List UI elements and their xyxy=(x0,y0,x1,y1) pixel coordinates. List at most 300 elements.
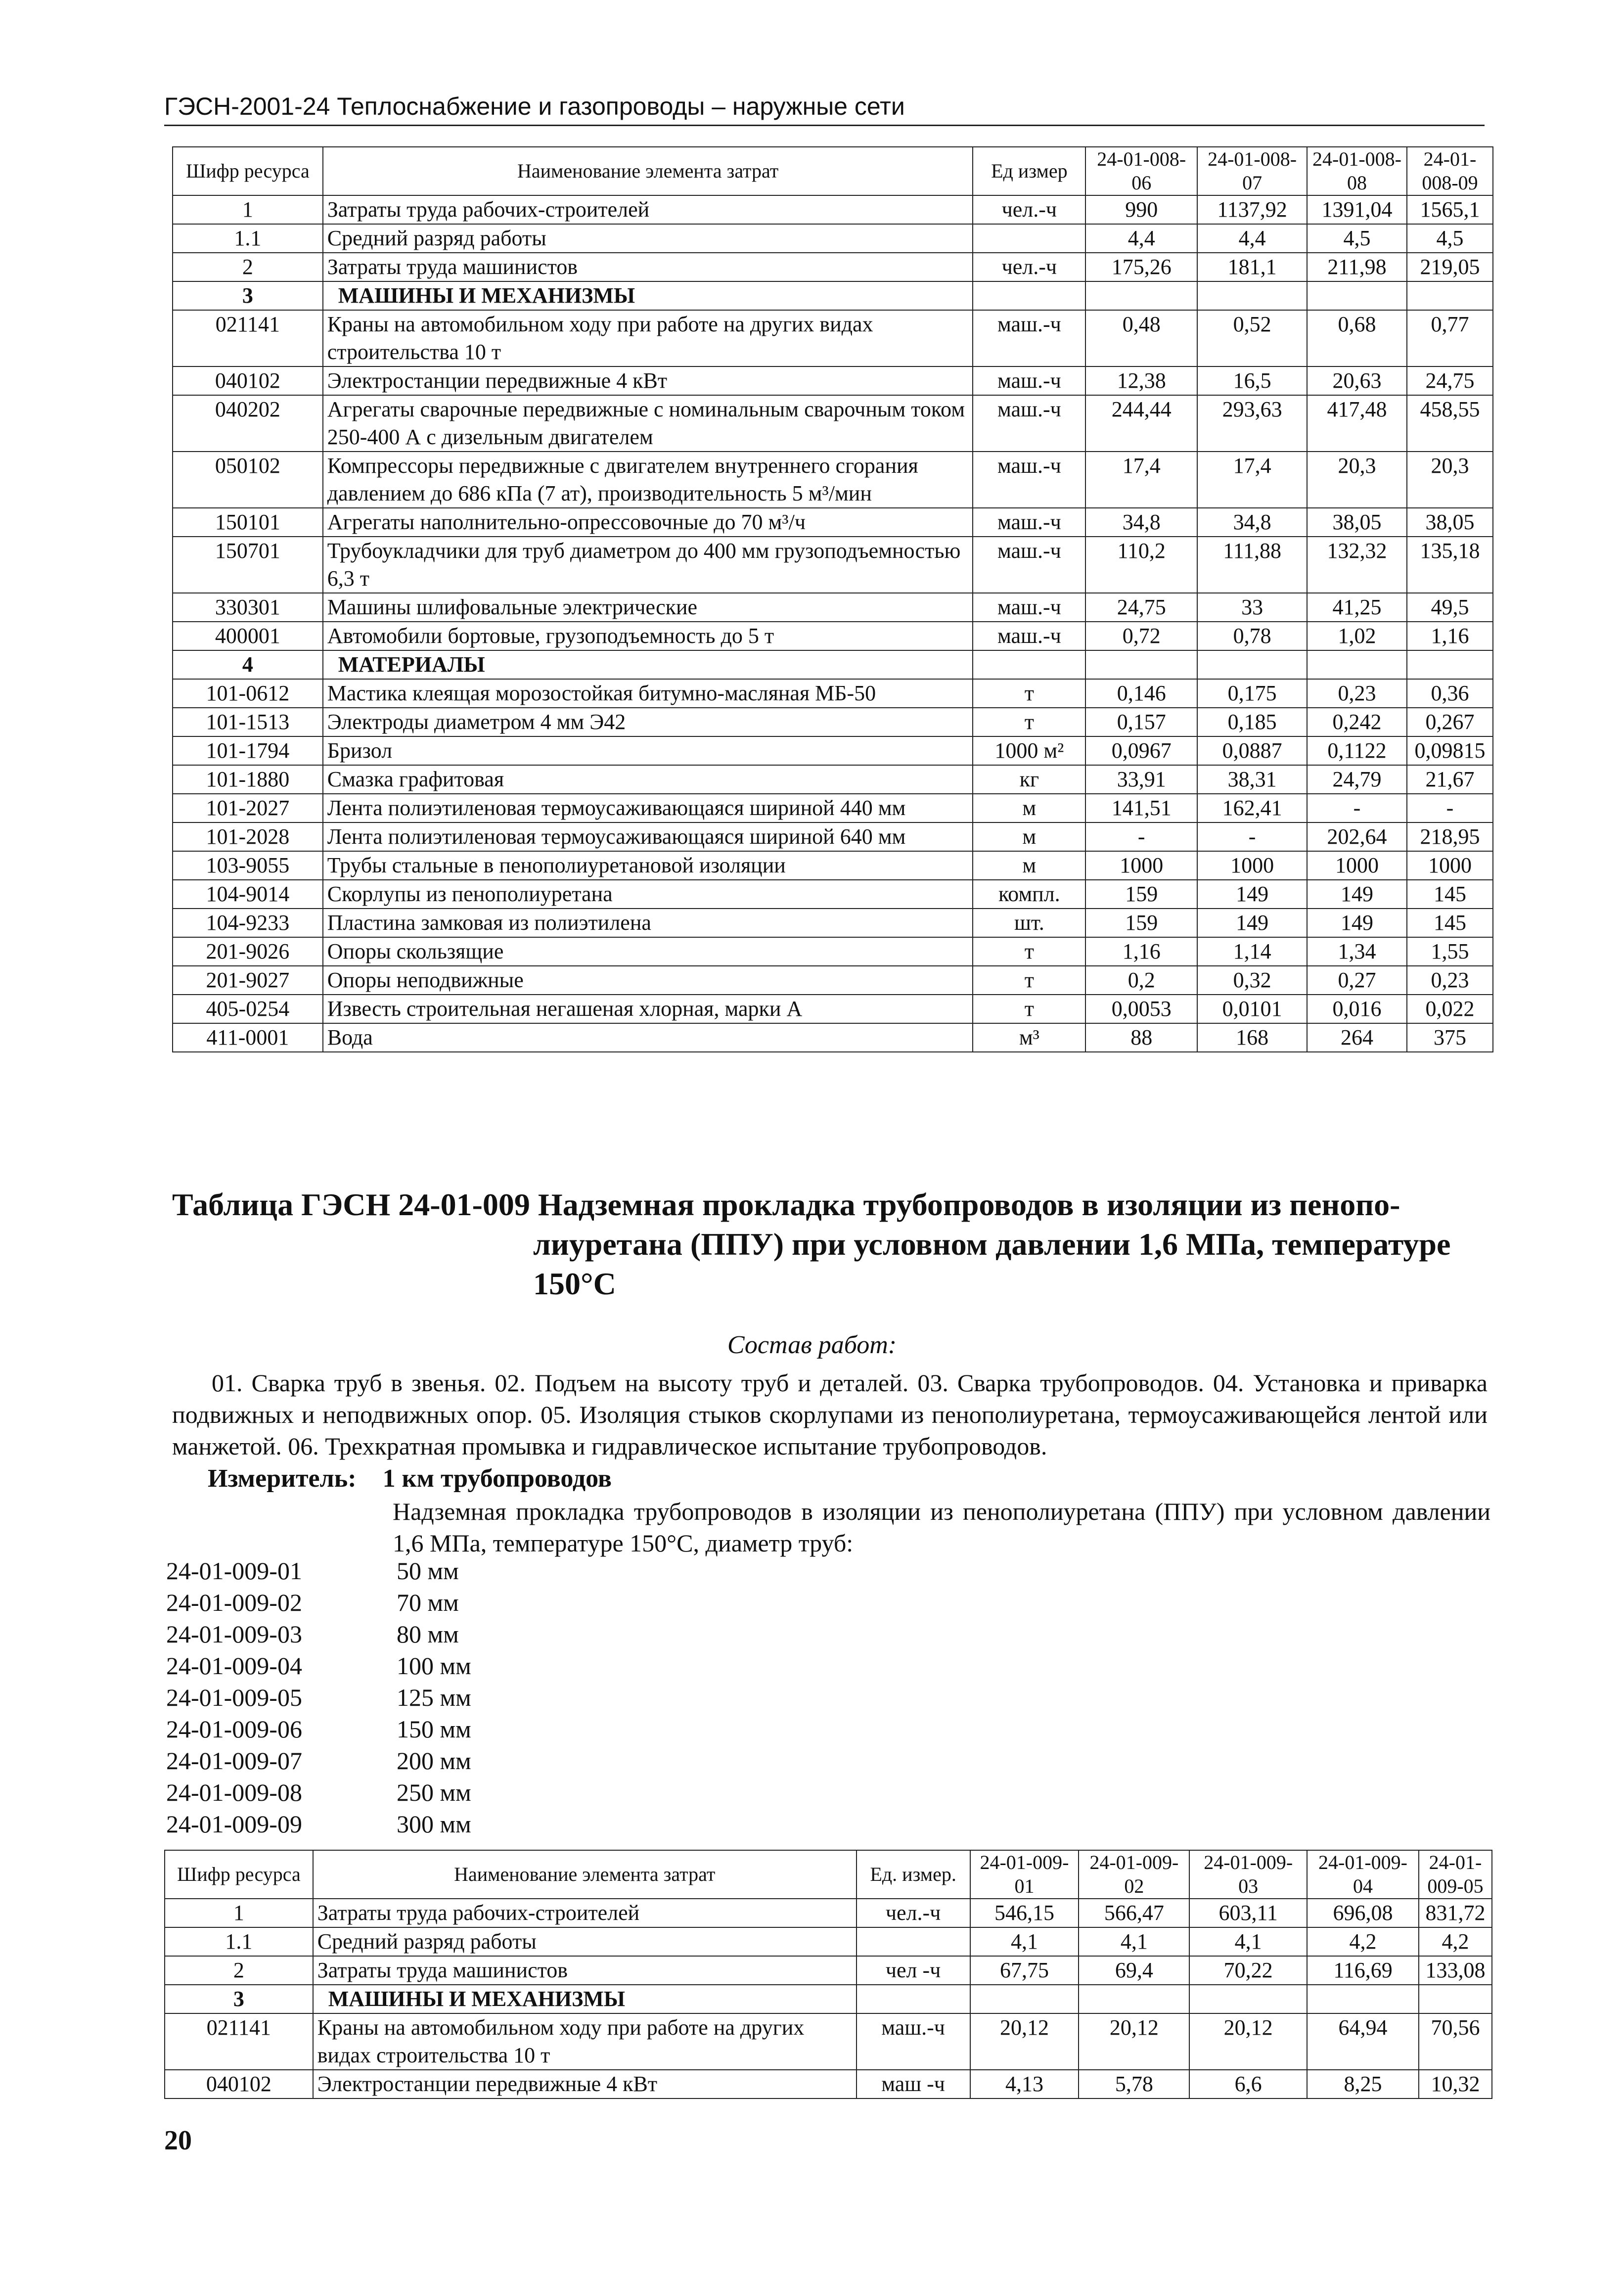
norm-value: 0,0967 xyxy=(1085,736,1197,765)
cost-element-name: Агрегаты наполнительно-опрессовочные до 70 м³/ч xyxy=(323,508,973,537)
norm-value: 64,94 xyxy=(1307,2013,1419,2070)
norm-value: 219,05 xyxy=(1407,253,1493,281)
norm-value: 264 xyxy=(1307,1023,1407,1052)
unit-of-measure: т xyxy=(973,966,1085,995)
cost-element-name: МАШИНЫ И МЕХАНИЗМЫ xyxy=(313,1985,857,2013)
diameter-list xyxy=(166,1555,471,1840)
diameter-item xyxy=(166,1587,471,1618)
table-row xyxy=(165,1899,1492,1927)
resource-code: 101-1794 xyxy=(173,736,323,765)
cost-element-name: Лента полиэтиленовая термоусаживающаяся шириной 640 мм xyxy=(323,822,973,851)
norm-value: 110,2 xyxy=(1085,537,1197,593)
resource-code: 101-2028 xyxy=(173,822,323,851)
norm-value: 696,08 xyxy=(1307,1899,1419,1927)
norm-value: 149 xyxy=(1307,909,1407,937)
norm-code: 24-01-009-06 xyxy=(166,1715,302,1743)
resource-code: 150701 xyxy=(173,537,323,593)
norm-value: 24,79 xyxy=(1307,765,1407,794)
norm-value: 4,1 xyxy=(970,1927,1079,1956)
cost-element-name: Средний разряд работы xyxy=(313,1927,857,1956)
norm-value xyxy=(1307,1985,1419,2013)
norm-value xyxy=(1419,1985,1492,2013)
norm-value: 0,0053 xyxy=(1085,995,1197,1023)
unit-of-measure: т xyxy=(973,937,1085,966)
resource-code: 1.1 xyxy=(173,224,323,253)
norm-value: 0,23 xyxy=(1407,966,1493,995)
unit-of-measure: маш.-ч xyxy=(973,452,1085,508)
norm-value: 4,2 xyxy=(1307,1927,1419,1956)
norm-value: 149 xyxy=(1197,909,1307,937)
table-row xyxy=(173,736,1493,765)
cost-element-name: Опоры неподвижные xyxy=(323,966,973,995)
cost-element-name: Краны на автомобильном ходу при работе на других видах строительства 10 т xyxy=(313,2013,857,2070)
description-text: Надземная прокладка трубопроводов в изоляции из пенополиуретана (ППУ) при условном давлении 1,6 МПа, температуре 150°С, диаметр труб: xyxy=(393,1498,1490,1557)
cost-element-name: Автомобили бортовые, грузоподъемность до 5 т xyxy=(323,622,973,650)
norm-value: 20,12 xyxy=(1079,2013,1189,2070)
resource-code: 201-9027 xyxy=(173,966,323,995)
unit-of-measure: маш.-ч xyxy=(857,2013,970,2070)
norm-code: 24-01-009-02 xyxy=(166,1589,302,1616)
norm-value: 141,51 xyxy=(1085,794,1197,822)
norm-value: 0,32 xyxy=(1197,966,1307,995)
cost-element-name: Мастика клеящая морозостойкая битумно-масляная МБ-50 xyxy=(323,679,973,708)
unit-of-measure: т xyxy=(973,679,1085,708)
resource-code: 040102 xyxy=(173,366,323,395)
norm-value xyxy=(1197,281,1307,310)
column-header: Наименование элемента затрат xyxy=(323,147,973,195)
cost-element-name: Трубы стальные в пенополиуретановой изоляции xyxy=(323,851,973,880)
table-row xyxy=(173,508,1493,537)
norm-value: 417,48 xyxy=(1307,395,1407,452)
norm-value: 4,5 xyxy=(1407,224,1493,253)
norm-value: 1,02 xyxy=(1307,622,1407,650)
norm-value xyxy=(1079,1985,1189,2013)
column-header: 24-01-009-05 xyxy=(1419,1850,1492,1899)
pipe-diameter: 150 мм xyxy=(397,1715,471,1743)
column-header: 24-01-008-07 xyxy=(1197,147,1307,195)
column-header: 24-01-009-04 xyxy=(1307,1850,1419,1899)
cost-element-name: Затраты труда машинистов xyxy=(323,253,973,281)
pipe-diameter: 70 мм xyxy=(397,1589,459,1616)
norm-value: 20,12 xyxy=(970,2013,1079,2070)
resource-code: 405-0254 xyxy=(173,995,323,1023)
norm-value: 12,38 xyxy=(1085,366,1197,395)
resource-code: 101-1513 xyxy=(173,708,323,736)
norm-value: 38,05 xyxy=(1407,508,1493,537)
work-scope-text: 01. Сварка труб в звенья. 02. Подъем на высоту труб и деталей. 03. Сварка трубопроводов. 04. Установка и приварка подвижных и неподвижных опор. 05. Изоляция стыков скорлупами из пенополиуретана, термоусаживающейся лентой или манжетой. 06. Трехкратная промывка и гидравлическое испытание трубопроводов. xyxy=(172,1369,1488,1460)
table-row xyxy=(173,708,1493,736)
unit-of-measure: кг xyxy=(973,765,1085,794)
section-title-rest: лиуретана (ППУ) при условном давлении 1,6 МПа, температуре 150°С xyxy=(533,1227,1451,1301)
column-header: Наименование элемента затрат xyxy=(313,1850,857,1899)
diameter-item xyxy=(166,1808,471,1840)
table-row xyxy=(173,679,1493,708)
norm-value: 4,2 xyxy=(1419,1927,1492,1956)
norm-value: 0,146 xyxy=(1085,679,1197,708)
unit-of-measure xyxy=(973,281,1085,310)
column-header: 24-01-009-01 xyxy=(970,1850,1079,1899)
table-row xyxy=(173,909,1493,937)
norm-value: 145 xyxy=(1407,909,1493,937)
unit-of-measure: маш.-ч xyxy=(973,593,1085,622)
norm-value: 33 xyxy=(1197,593,1307,622)
cost-element-name: МАШИНЫ И МЕХАНИЗМЫ xyxy=(323,281,973,310)
measure-unit-label: Измеритель: xyxy=(208,1464,357,1493)
unit-of-measure: м³ xyxy=(973,1023,1085,1052)
norm-value xyxy=(970,1985,1079,2013)
unit-of-measure: т xyxy=(973,995,1085,1023)
page-header: ГЭСН-2001-24 Теплоснабжение и газопроводы – наружные сети xyxy=(164,92,1485,126)
norm-value xyxy=(1407,281,1493,310)
norm-value: 135,18 xyxy=(1407,537,1493,593)
table1-body xyxy=(173,195,1493,1052)
cost-element-name: Электростанции передвижные 4 кВт xyxy=(313,2070,857,2098)
norm-value: 149 xyxy=(1307,880,1407,909)
table-row xyxy=(173,395,1493,452)
unit-of-measure xyxy=(857,1985,970,2013)
unit-of-measure: чел.-ч xyxy=(973,253,1085,281)
norm-value: 1,14 xyxy=(1197,937,1307,966)
norm-value: 0,68 xyxy=(1307,310,1407,366)
norm-value: 132,32 xyxy=(1307,537,1407,593)
norm-value: 4,13 xyxy=(970,2070,1079,2098)
table-row xyxy=(173,1023,1493,1052)
norm-value: 0,23 xyxy=(1307,679,1407,708)
cost-element-name: Электростанции передвижные 4 кВт xyxy=(323,366,973,395)
resource-code: 021141 xyxy=(165,2013,313,2070)
resource-code: 040202 xyxy=(173,395,323,452)
norm-code: 24-01-009-01 xyxy=(166,1557,302,1585)
norm-value: - xyxy=(1407,794,1493,822)
norm-value: 218,95 xyxy=(1407,822,1493,851)
page-number: 20 xyxy=(164,2125,192,2156)
norm-value: 0,27 xyxy=(1307,966,1407,995)
column-header: Ед. измер. xyxy=(857,1850,970,1899)
norm-value: 34,8 xyxy=(1085,508,1197,537)
table-row xyxy=(165,1927,1492,1956)
resource-code: 2 xyxy=(173,253,323,281)
table-row xyxy=(173,765,1493,794)
pipe-diameter: 200 мм xyxy=(397,1747,471,1775)
column-header: 24-01-008-09 xyxy=(1407,147,1493,195)
norm-value: 145 xyxy=(1407,880,1493,909)
norm-value: 17,4 xyxy=(1197,452,1307,508)
norm-value: 38,05 xyxy=(1307,508,1407,537)
resource-code: 050102 xyxy=(173,452,323,508)
unit-of-measure: компл. xyxy=(973,880,1085,909)
cost-element-name: Вода xyxy=(323,1023,973,1052)
norm-value: - xyxy=(1197,822,1307,851)
norm-value: 41,25 xyxy=(1307,593,1407,622)
norm-value: 149 xyxy=(1197,880,1307,909)
resource-code: 101-2027 xyxy=(173,794,323,822)
table-row xyxy=(173,593,1493,622)
cost-element-name: Лента полиэтиленовая термоусаживающаяся шириной 440 мм xyxy=(323,794,973,822)
norm-code: 24-01-009-03 xyxy=(166,1620,302,1648)
resource-code: 104-9233 xyxy=(173,909,323,937)
table1-header xyxy=(173,147,1493,195)
cost-element-name: Пластина замковая из полиэтилена xyxy=(323,909,973,937)
section-title-lead: Таблица ГЭСН 24-01-009 Надземная прокладка трубопроводов в изоляции из пенопо- xyxy=(172,1187,1400,1222)
unit-of-measure: маш -ч xyxy=(857,2070,970,2098)
norm-value: 20,3 xyxy=(1407,452,1493,508)
diameter-item xyxy=(166,1777,471,1808)
table-row xyxy=(173,310,1493,366)
table-row xyxy=(173,966,1493,995)
cost-element-name: Опоры скользящие xyxy=(323,937,973,966)
norm-value: 6,6 xyxy=(1189,2070,1307,2098)
norm-value: 0,267 xyxy=(1407,708,1493,736)
norm-value: 603,11 xyxy=(1189,1899,1307,1927)
norm-value: 1565,1 xyxy=(1407,195,1493,224)
resource-code: 1 xyxy=(165,1899,313,1927)
unit-of-measure: чел.-ч xyxy=(973,195,1085,224)
table-row xyxy=(173,537,1493,593)
norm-value: 88 xyxy=(1085,1023,1197,1052)
norm-code: 24-01-009-09 xyxy=(166,1810,302,1838)
resource-code: 101-0612 xyxy=(173,679,323,708)
resource-code: 4 xyxy=(173,650,323,679)
norm-value: 1000 xyxy=(1307,851,1407,880)
norm-value: 34,8 xyxy=(1197,508,1307,537)
unit-of-measure: шт. xyxy=(973,909,1085,937)
unit-of-measure: маш.-ч xyxy=(973,508,1085,537)
norm-value: 1000 xyxy=(1407,851,1493,880)
unit-of-measure: маш.-ч xyxy=(973,622,1085,650)
norm-value: 831,72 xyxy=(1419,1899,1492,1927)
norm-code: 24-01-009-07 xyxy=(166,1747,302,1775)
norm-value: 1000 xyxy=(1197,851,1307,880)
norm-value: 0,185 xyxy=(1197,708,1307,736)
pipe-diameter: 50 мм xyxy=(397,1557,459,1585)
norm-value: 1391,04 xyxy=(1307,195,1407,224)
column-header: Шифр ресурса xyxy=(165,1850,313,1899)
norm-code: 24-01-009-05 xyxy=(166,1684,302,1711)
table-row xyxy=(173,937,1493,966)
norm-value: - xyxy=(1085,822,1197,851)
cost-element-name: Агрегаты сварочные передвижные с номинальным сварочным током 250-400 А с дизельным двигателем xyxy=(323,395,973,452)
norm-value: 159 xyxy=(1085,909,1197,937)
norm-value: 0,0887 xyxy=(1197,736,1307,765)
resource-code: 400001 xyxy=(173,622,323,650)
table-row xyxy=(173,822,1493,851)
unit-of-measure: маш.-ч xyxy=(973,537,1085,593)
norm-code: 24-01-009-04 xyxy=(166,1652,302,1680)
resource-code: 103-9055 xyxy=(173,851,323,880)
column-header: 24-01-009-02 xyxy=(1079,1850,1189,1899)
norm-value: 4,4 xyxy=(1085,224,1197,253)
norm-value: 116,69 xyxy=(1307,1956,1419,1985)
norm-value: 1,16 xyxy=(1407,622,1493,650)
norm-value xyxy=(1085,650,1197,679)
norm-value: 0,157 xyxy=(1085,708,1197,736)
norm-value: 1,16 xyxy=(1085,937,1197,966)
cost-element-name: МАТЕРИАЛЫ xyxy=(323,650,973,679)
norm-value: 111,88 xyxy=(1197,537,1307,593)
norm-value: 1137,92 xyxy=(1197,195,1307,224)
unit-of-measure: т xyxy=(973,708,1085,736)
diameter-item xyxy=(166,1555,471,1587)
table-row xyxy=(165,1985,1492,2013)
unit-of-measure: маш.-ч xyxy=(973,310,1085,366)
resource-code: 150101 xyxy=(173,508,323,537)
resource-table-008 xyxy=(172,146,1493,1052)
norm-value: 375 xyxy=(1407,1023,1493,1052)
norm-value: 0,2 xyxy=(1085,966,1197,995)
cost-element-name: Известь строительная негашеная хлорная, марки А xyxy=(323,995,973,1023)
pipe-diameter: 125 мм xyxy=(397,1684,471,1711)
norm-value xyxy=(1307,281,1407,310)
unit-of-measure xyxy=(973,224,1085,253)
norm-value: 0,0101 xyxy=(1197,995,1307,1023)
norm-value: 10,32 xyxy=(1419,2070,1492,2098)
pipe-diameter: 300 мм xyxy=(397,1810,471,1838)
norm-value: 0,175 xyxy=(1197,679,1307,708)
norm-value: 0,78 xyxy=(1197,622,1307,650)
norm-value: 4,1 xyxy=(1189,1927,1307,1956)
resource-code: 104-9014 xyxy=(173,880,323,909)
resource-code: 101-1880 xyxy=(173,765,323,794)
resource-table-009 xyxy=(164,1850,1492,2099)
cost-element-name: Затраты труда машинистов xyxy=(313,1956,857,1985)
resource-code: 3 xyxy=(173,281,323,310)
diameter-item xyxy=(166,1618,471,1650)
resource-code: 1.1 xyxy=(165,1927,313,1956)
norm-value: - xyxy=(1307,794,1407,822)
resource-code: 330301 xyxy=(173,593,323,622)
norm-value: 70,56 xyxy=(1419,2013,1492,2070)
norm-value: 546,15 xyxy=(970,1899,1079,1927)
unit-of-measure: м xyxy=(973,822,1085,851)
unit-of-measure xyxy=(857,1927,970,1956)
norm-value: 20,3 xyxy=(1307,452,1407,508)
norm-value: 159 xyxy=(1085,880,1197,909)
norm-value: 0,36 xyxy=(1407,679,1493,708)
norm-value: 33,91 xyxy=(1085,765,1197,794)
norm-value xyxy=(1307,650,1407,679)
norm-value: 20,63 xyxy=(1307,366,1407,395)
norm-value xyxy=(1197,650,1307,679)
norm-value: 0,016 xyxy=(1307,995,1407,1023)
section-title xyxy=(172,1185,1483,1304)
unit-of-measure: маш.-ч xyxy=(973,395,1085,452)
table-row xyxy=(173,281,1493,310)
norm-value: 49,5 xyxy=(1407,593,1493,622)
pipe-diameter: 100 мм xyxy=(397,1652,471,1680)
column-header: 24-01-008-06 xyxy=(1085,147,1197,195)
norm-value: 0,72 xyxy=(1085,622,1197,650)
measure-unit xyxy=(208,1464,612,1493)
table-row xyxy=(173,851,1493,880)
norm-value xyxy=(1407,650,1493,679)
norm-value: 67,75 xyxy=(970,1956,1079,1985)
norm-value: 1,55 xyxy=(1407,937,1493,966)
table-row xyxy=(173,253,1493,281)
norm-value: 458,55 xyxy=(1407,395,1493,452)
table-row xyxy=(173,995,1493,1023)
unit-of-measure xyxy=(973,650,1085,679)
norm-value: 168 xyxy=(1197,1023,1307,1052)
norm-value: 21,67 xyxy=(1407,765,1493,794)
resource-code: 2 xyxy=(165,1956,313,1985)
diameter-item xyxy=(166,1713,471,1745)
resource-code: 021141 xyxy=(173,310,323,366)
norm-value: 70,22 xyxy=(1189,1956,1307,1985)
cost-element-name: Затраты труда рабочих-строителей xyxy=(323,195,973,224)
column-header: 24-01-009-03 xyxy=(1189,1850,1307,1899)
table-row xyxy=(173,224,1493,253)
norm-value: 0,52 xyxy=(1197,310,1307,366)
table-row xyxy=(165,2070,1492,2098)
resource-code: 040102 xyxy=(165,2070,313,2098)
unit-of-measure: 1000 м² xyxy=(973,736,1085,765)
cost-element-name: Электроды диаметром 4 мм Э42 xyxy=(323,708,973,736)
norm-value: 133,08 xyxy=(1419,1956,1492,1985)
pipe-diameter: 250 мм xyxy=(397,1778,471,1806)
norm-value: 175,26 xyxy=(1085,253,1197,281)
norm-value: 24,75 xyxy=(1085,593,1197,622)
norm-value: 202,64 xyxy=(1307,822,1407,851)
diameter-item xyxy=(166,1745,471,1777)
norm-value: 20,12 xyxy=(1189,2013,1307,2070)
unit-of-measure: маш.-ч xyxy=(973,366,1085,395)
cost-element-name: Краны на автомобильном ходу при работе на других видах строительства 10 т xyxy=(323,310,973,366)
norm-value: 1,34 xyxy=(1307,937,1407,966)
cost-element-name: Компрессоры передвижные с двигателем внутреннего сгорания давлением до 686 кПа (7 ат), производительность 5 м³/мин xyxy=(323,452,973,508)
norm-value: 1000 xyxy=(1085,851,1197,880)
table-row xyxy=(173,650,1493,679)
table-row xyxy=(173,195,1493,224)
norm-code: 24-01-009-08 xyxy=(166,1778,302,1806)
resource-code: 1 xyxy=(173,195,323,224)
norm-value: 24,75 xyxy=(1407,366,1493,395)
norm-value: 5,78 xyxy=(1079,2070,1189,2098)
norm-value xyxy=(1085,281,1197,310)
norm-value: 0,48 xyxy=(1085,310,1197,366)
resource-code: 411-0001 xyxy=(173,1023,323,1052)
table-row xyxy=(165,1956,1492,1985)
norm-value: 8,25 xyxy=(1307,2070,1419,2098)
norm-value: 16,5 xyxy=(1197,366,1307,395)
cost-element-name: Затраты труда рабочих-строителей xyxy=(313,1899,857,1927)
table-row xyxy=(173,366,1493,395)
column-header: 24-01-008-08 xyxy=(1307,147,1407,195)
norm-value: 4,5 xyxy=(1307,224,1407,253)
norm-value: 0,09815 xyxy=(1407,736,1493,765)
unit-of-measure: чел -ч xyxy=(857,1956,970,1985)
pipe-diameter: 80 мм xyxy=(397,1620,459,1648)
work-scope-caption: Состав работ: xyxy=(727,1331,897,1359)
cost-element-name: Смазка графитовая xyxy=(323,765,973,794)
norm-value: 990 xyxy=(1085,195,1197,224)
norm-value: 38,31 xyxy=(1197,765,1307,794)
norm-value: 69,4 xyxy=(1079,1956,1189,1985)
norm-value: 293,63 xyxy=(1197,395,1307,452)
norm-value xyxy=(1189,1985,1307,2013)
norm-value: 0,022 xyxy=(1407,995,1493,1023)
norm-value: 4,4 xyxy=(1197,224,1307,253)
resource-code: 201-9026 xyxy=(173,937,323,966)
cost-element-name: Средний разряд работы xyxy=(323,224,973,253)
diameter-item xyxy=(166,1650,471,1682)
norm-value: 17,4 xyxy=(1085,452,1197,508)
resource-code: 3 xyxy=(165,1985,313,2013)
table2-body xyxy=(165,1899,1492,2098)
table-row xyxy=(165,2013,1492,2070)
norm-value: 4,1 xyxy=(1079,1927,1189,1956)
unit-of-measure: м xyxy=(973,794,1085,822)
cost-element-name: Машины шлифовальные электрические xyxy=(323,593,973,622)
